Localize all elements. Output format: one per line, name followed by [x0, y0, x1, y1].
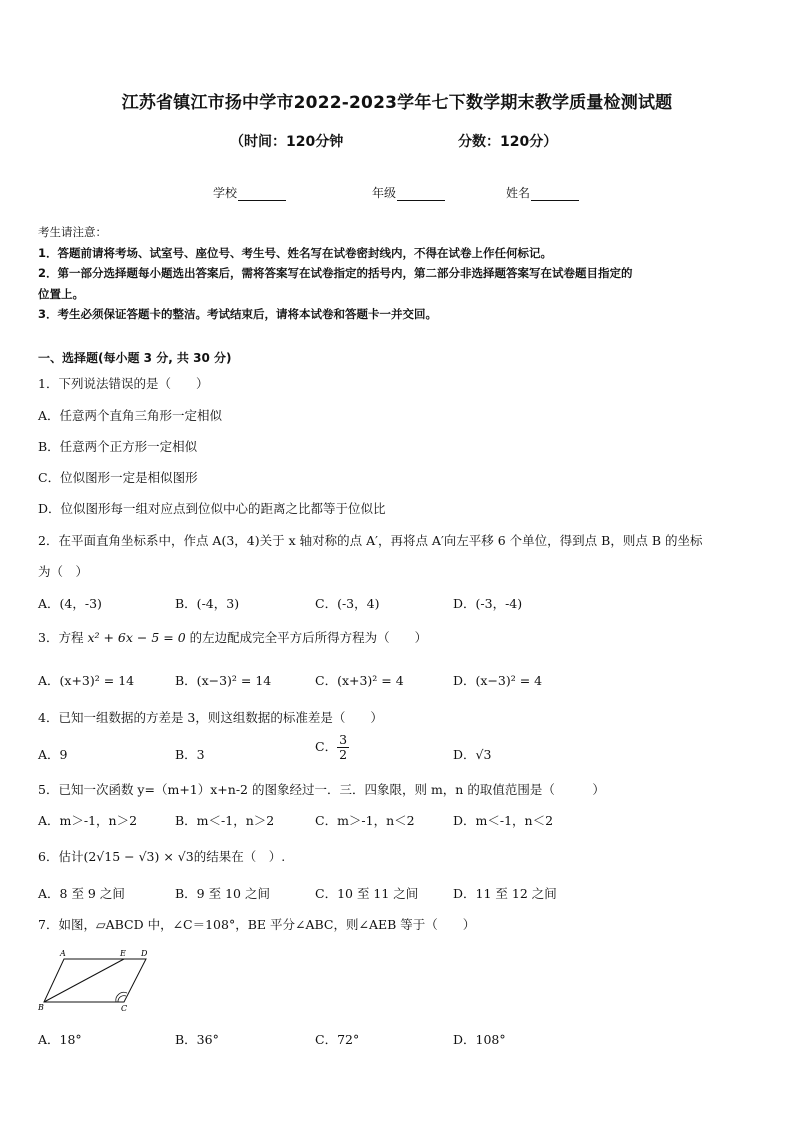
school-label: 学校	[213, 186, 238, 200]
question-3-option-a: A．(x+3)² = 14	[38, 673, 135, 688]
question-7-option-d: D．108°	[453, 1032, 506, 1047]
question-5-option-d: D．m＜-1，n＜2	[453, 813, 554, 828]
question-3-option-d: D．(x−3)² = 4	[453, 673, 543, 688]
question-1-option-c: C．位似图形一定是相似图形	[38, 470, 198, 485]
question-6-stem-pre: 6．估计	[38, 849, 84, 864]
question-7-option-a: A．18°	[38, 1032, 82, 1047]
question-3-option-c: C．(x+3)² = 4	[315, 673, 404, 688]
label-c: C	[121, 1004, 128, 1013]
question-3-stem-post: 的左边配成完全平方后所得方程为（ ）	[185, 630, 428, 645]
label-e: E	[120, 949, 126, 958]
question-5-option-b: B．m＜-1，n＞2	[175, 813, 275, 828]
question-3-stem-pre: 3．方程	[38, 630, 88, 645]
grade-blank	[397, 188, 445, 201]
question-7-option-b: B．36°	[175, 1032, 219, 1047]
question-1-option-a: A．任意两个直角三角形一定相似	[38, 408, 223, 423]
question-1-option-b: B．任意两个正方形一定相似	[38, 439, 198, 454]
fraction	[337, 733, 349, 762]
question-2-option-b: B．(-4，3)	[175, 596, 240, 611]
question-4-option-c-label: C．	[315, 739, 338, 754]
notice-item: 1．答题前请将考场、试室号、座位号、考生号、姓名写在试卷密封线内，不得在试卷上作任何标记。	[38, 245, 552, 260]
fraction-numerator: 3	[339, 732, 348, 747]
exam-score: 分数：120分）	[458, 134, 558, 150]
school-field	[213, 184, 286, 201]
question-4-option-c	[315, 733, 349, 762]
question-2-option-c: C．(-3，4)	[315, 596, 380, 611]
grade-field	[372, 184, 445, 201]
question-4-option-a: A．9	[38, 747, 68, 762]
question-1-option-d: D．位似图形每一组对应点到位似中心的距离之比都等于位似比	[38, 501, 386, 516]
question-5-option-a: A．m＞-1，n＞2	[38, 813, 138, 828]
label-b: B	[38, 1003, 44, 1012]
question-7-stem: 7．如图，▱ABCD 中，∠C＝108°，BE 平分∠ABC，则∠AEB 等于（ ）	[38, 917, 476, 932]
question-6-stem-post: 的结果在（ ）.	[193, 849, 286, 864]
question-2-option-a: A．(4，-3)	[38, 596, 102, 611]
question-2-option-d: D．(-3，-4)	[453, 596, 523, 611]
question-5-option-c: C．m＞-1，n＜2	[315, 813, 415, 828]
notice-item: 位置上。	[38, 286, 84, 301]
label-d: D	[141, 949, 148, 958]
question-6-option-d: D．11 至 12 之间	[453, 886, 557, 901]
question-4-stem: 4．已知一组数据的方差是 3，则这组数据的标准差是（ ）	[38, 710, 383, 725]
grade-label: 年级	[372, 186, 397, 200]
notice-item: 3．考生必须保证答题卡的整洁。考试结束后，请将本试卷和答题卡一并交回。	[38, 307, 437, 321]
exam-time: （时间：120分钟	[230, 134, 344, 150]
name-field	[506, 184, 579, 201]
question-6-option-a: A．8 至 9 之间	[38, 886, 125, 901]
question-5-stem: 5．已知一次函数 y=（m+1）x+n-2 的图象经过一．三．四象限，则 m，n 的取值范围是（ ）	[38, 782, 605, 797]
notice-heading: 考生请注意：	[38, 225, 107, 239]
page-title: 江苏省镇江市扬中学市2022-2023学年七下数学期末教学质量检测试题	[121, 93, 673, 113]
question-4-option-b: B．3	[175, 747, 205, 762]
question-2-stem: 2．在平面直角坐标系中，作点 A(3，4)关于 x 轴对称的点 A′，再将点 A′向左平移 6 个单位，得到点 B，则点 B 的坐标	[38, 533, 703, 548]
question-3-option-b: B．(x−3)² = 14	[175, 673, 272, 688]
school-blank	[238, 188, 286, 201]
name-label: 姓名	[506, 186, 531, 200]
question-3-stem	[38, 628, 427, 646]
name-blank	[531, 188, 579, 201]
question-6-option-b: B．9 至 10 之间	[175, 886, 270, 901]
notice-item: 2．第一部分选择题每小题选出答案后，需将答案写在试卷指定的括号内，第二部分非选择题答案写在试卷题目指定的	[38, 266, 633, 280]
label-a: A	[60, 949, 66, 958]
fraction-denominator: 2	[339, 747, 348, 762]
question-6-expression: (2√15 − √3) × √3	[83, 849, 194, 864]
question-6-option-c: C．10 至 11 之间	[315, 886, 419, 901]
angle-c-arc-outer	[116, 992, 127, 1002]
segment-be	[44, 959, 124, 1002]
notice-block	[38, 222, 763, 325]
question-7-option-c: C．72°	[315, 1032, 360, 1047]
question-2-stem-cont: 为（ ）	[38, 564, 89, 579]
question-1-stem: 1．下列说法错误的是（ ）	[38, 376, 209, 391]
question-6-stem	[38, 847, 285, 865]
parallelogram-figure	[38, 948, 168, 1014]
section-heading: 一、选择题(每小题 3 分, 共 30 分)	[38, 351, 232, 365]
parallelogram-abcd	[44, 959, 146, 1002]
question-3-equation: x² + 6x − 5 = 0	[87, 630, 186, 645]
question-4-option-d: D．√3	[453, 747, 492, 762]
